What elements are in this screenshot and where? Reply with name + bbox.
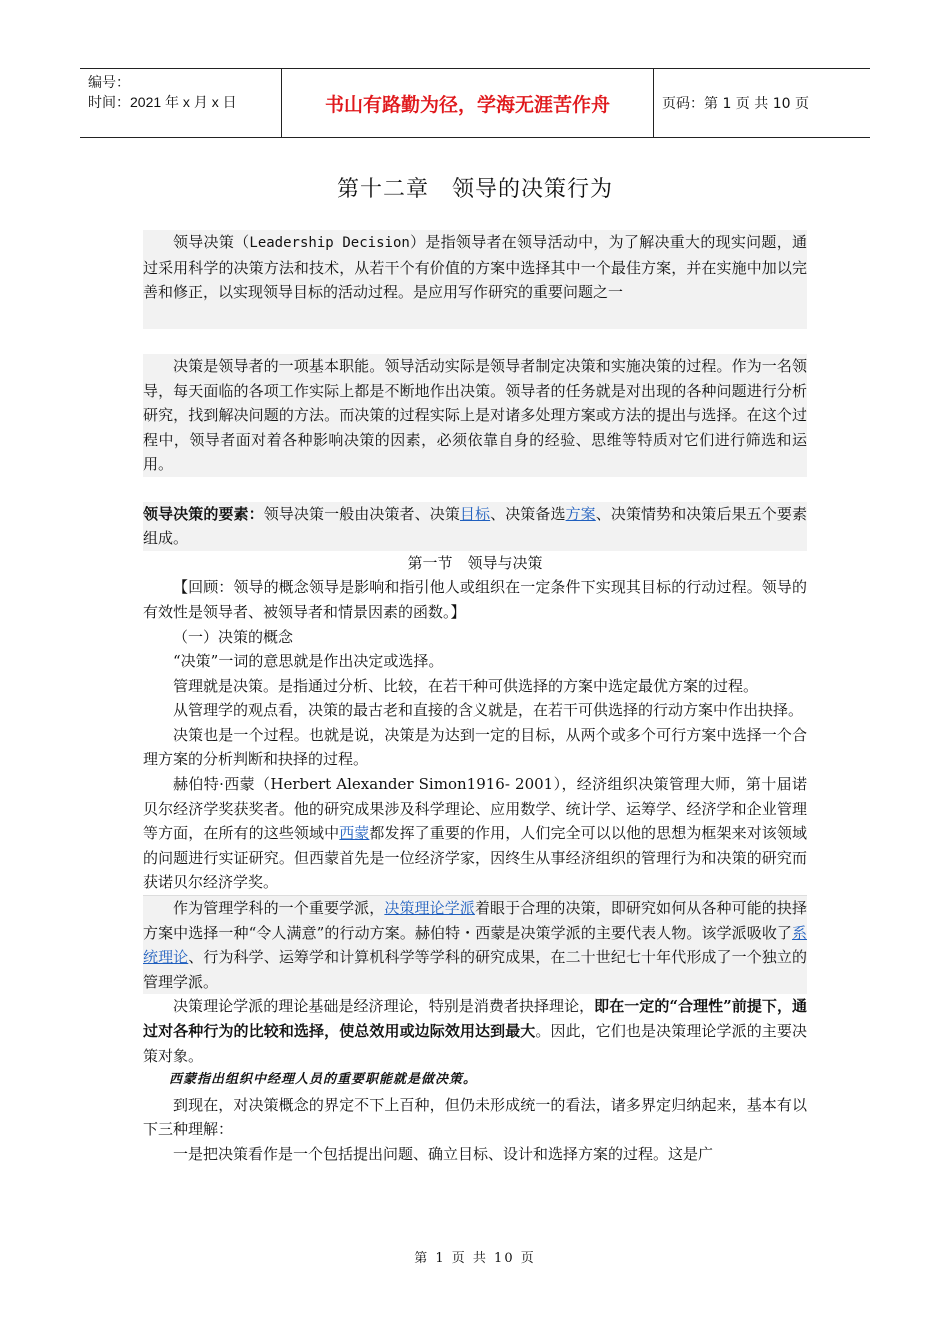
english-term: Leadership Decision [249,235,410,251]
bold-emphasis: 即在一定的“合理性”前提下，通过对各种行为的比较和选择，使总效用或边际效用达到最大 [143,997,807,1040]
paragraph-simon-quote: 西蒙指出组织中经理人员的重要职能就是做决策。 [169,1072,478,1088]
document-number-label: 编号： [88,74,130,90]
subsection-title: （一）决策的概念 [173,627,294,646]
page-header [80,68,870,138]
header-motto: 书山有路勤为径，学海无涯苦作舟 [282,69,654,137]
text-segment: 赫伯特·西蒙（Herbert Alexander Simon1916- 2001），经济组织决策管理大师，第十届诺贝尔经济学奖获奖者。他的研究成果涉及科学理论、应用数学、统计学、运筹学、经济学和企业管理等方面，在所有的这些领域中 [143,775,807,843]
paragraph-review: 【回顾：领导的概念领导是影响和指引他人或组织在一定条件下实现其目标的行动过程。领导的有效性是领导者、被领导者和情景因素的函数。】 [143,578,807,621]
header-page-info: 页码：第 1 页 共 10 页 [662,96,809,112]
paragraph-simon [143,772,807,895]
text-segment: 领导决策（ [173,233,250,251]
link-goal[interactable]: 目标 [459,504,491,523]
text-segment: 、决策情势和决策后果五个要素组成。 [143,504,807,548]
bold-label: 领导决策的要素： [143,504,264,523]
document-body [143,230,807,1167]
section-title: 第一节 领导与决策 [407,553,543,572]
text-segment: 都发挥了重要的作用，人们完全可以以他的思想为框架来对该领域的问题进行实证研究。但西蒙首先是一位经济学家，因终生从事经济组织的管理行为和决策的研究而获诺贝尔经济学奖。 [143,824,807,892]
chapter-title: 第十二章 领导的决策行为 [336,177,613,202]
text-segment: ）是指领导者在领导活动中，为了解决重大的现实问题，通过采用科学的决策方法和技术，从若干个有价值的方案中选择其中一个最佳方案，并在实施中加以完善和修正，以实现领导目标的活动过程。是应用写作研究的重要问题之一 [143,233,807,302]
header-meta [80,69,282,137]
paragraph-definitions-summary: 到现在，对决策概念的界定不下上百种，但仍未形成统一的看法，诸多界定归纳起来，基本有以下三种理解： [143,1095,807,1139]
link-decision-theory-school[interactable]: 决策理论学派 [384,899,475,918]
text-segment: 。因此，它们也是决策理论学派的主要决策对象。 [143,1022,807,1065]
text-segment: 、行为科学、运筹学和计算机科学等学科的研究成果，在二十世纪七十年代形成了一个独立的管理学派。 [143,948,807,991]
page-footer: 第 1 页 共 10 页 [414,1251,536,1266]
blank-line [143,477,807,502]
paragraph-basic-function: 决策是领导者的一项基本职能。领导活动实际是领导者制定决策和实施决策的过程。作为一名领导，每天面临的各项工作实际上都是不断地作出决策。领导者的任务就是对出现的各种问题进行分析研究，找到解决问题的方法。而决策的过程实际上是对诸多处理方案或方法的提出与选择。在这个过程中，领导者面对着各种影响决策的因素，必须依靠自身的经验、思维等特质对它们进行筛选和运用。 [143,354,807,477]
text-segment: 领导决策一般由决策者、决策 [263,504,460,523]
blank-line [143,305,807,330]
paragraph-definition-b: 管理就是决策。是指通过分析、比较，在若干种可供选择的方案中选定最优方案的过程。 [173,676,759,695]
document-date-label: 时间：2021 年 x 月 x 日 [88,94,237,110]
paragraph-leadership-decision [143,230,807,305]
paragraph-definition-d: 决策也是一个过程。也就是说，决策是为达到一定的目标，从两个或多个可行方案中选择一个合理方案的分析判断和抉择的过程。 [143,725,807,769]
link-simon[interactable]: 西蒙 [339,824,370,843]
blank-line [143,329,807,354]
paragraph-theory-basis [143,994,807,1068]
text-segment: 着眼于合理的决策，即研究如何从各种可能的抉择方案中选择一种“令人满意”的行动方案。赫伯特・西蒙是决策学派的主要代表人物。该学派吸收了 [143,899,807,942]
paragraph-first-understanding: 一是把决策看作是一个包括提出问题、确立目标、设计和选择方案的过程。这是广 [173,1144,714,1163]
link-systems-theory[interactable]: 系统理论 [143,923,807,967]
text-segment: 、决策备选 [490,504,566,523]
paragraph-definition-c: 从管理学的观点看，决策的最古老和直接的含义就是，在若干可供选择的行动方案中作出抉择。 [173,701,804,720]
link-plan[interactable]: 方案 [565,504,596,523]
paragraph-definition-a: “决策”一词的意思就是作出决定或选择。 [173,652,444,671]
text-segment: 决策理论学派的理论基础是经济理论，特别是消费者抉择理论， [173,997,595,1016]
paragraph-decision-school [143,895,807,994]
text-segment: 作为管理学科的一个重要学派， [173,899,385,918]
paragraph-decision-elements [143,502,807,551]
